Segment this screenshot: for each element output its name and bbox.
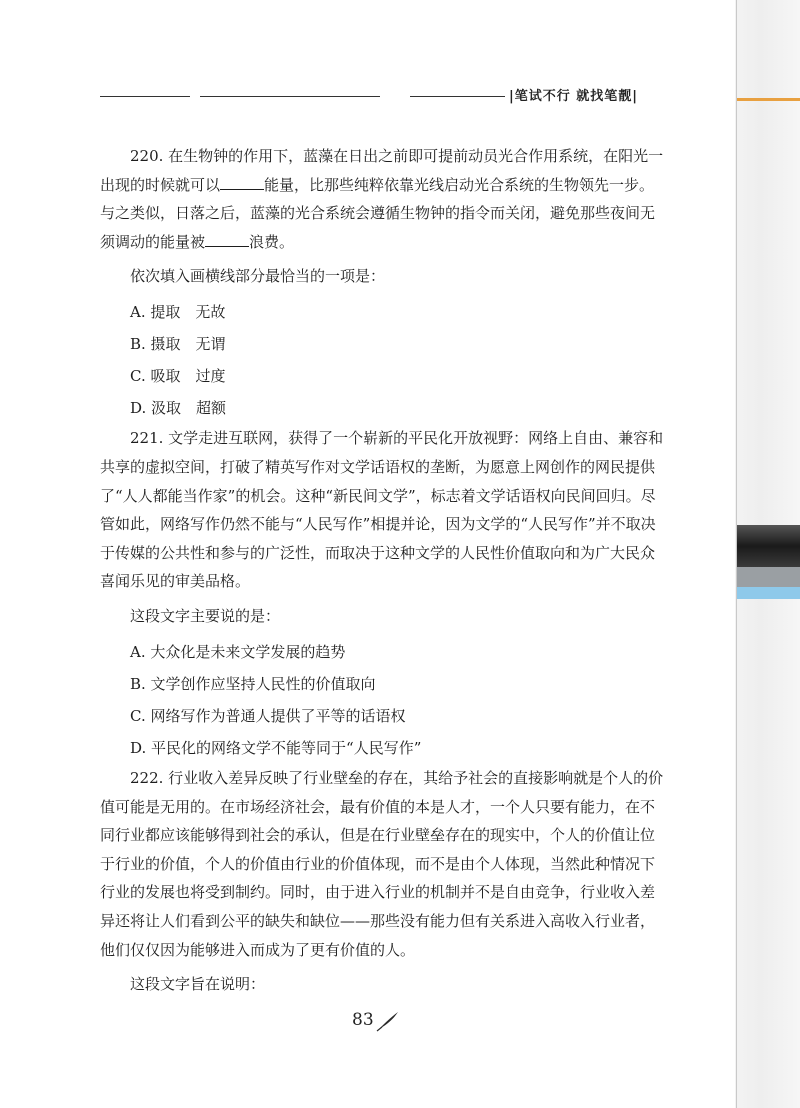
option-d: D. 汲取 超额 [130, 399, 227, 418]
page-content [100, 142, 665, 1004]
option-a: A. 提取 无故 [130, 303, 226, 322]
header-rule [100, 96, 190, 97]
gutter-tab-dark [737, 525, 800, 567]
quill-icon [376, 1010, 400, 1032]
question-text [100, 142, 665, 256]
header-rule [200, 96, 380, 97]
question-stem: 这段文字主要说的是： [130, 606, 281, 625]
option-b: B. 文学创作应坚持人民性的价值取向 [130, 674, 376, 693]
option-d: D. 平民化的网络文学不能等同于“人民写作” [130, 738, 422, 757]
question-220 [100, 142, 665, 424]
question-222 [100, 764, 665, 1000]
gutter-tab-blue [737, 587, 800, 599]
question-221 [100, 424, 665, 764]
gutter-tab-gray [737, 567, 800, 587]
header-title: 笔试不行 就找笔靓 [514, 89, 633, 104]
question-text: 221. 文学走进互联网，获得了一个崭新的平民化开放视野：网络上自由、兼容和共享的虚拟空间，打破了精英写作对文学话语权的垄断，为愿意上网创作的网民提供了“人人都能当作家”的机会。这种“新民间文学”，标志着文学话语权向民间回归。尽管如此，网络写作仍然不能与“人民写作”相提并论，因为文学的“人民写作”并不取决于传媒的公共性和参与的广泛性，而取决于这种文学的人民性价值取向和为广大民众喜闻乐见的审美品格。 [100, 429, 664, 591]
option-a: A. 大众化是未来文学发展的趋势 [130, 642, 346, 661]
question-text-part: 浪费。 [249, 232, 295, 251]
header-rule [410, 96, 505, 97]
question-text-part: 能量，比那些纯粹依靠光线启动光合系统的生物领先一步。与之类似，日落之后，蓝藻的光合系统会遵循生物钟的指令而关闭，避免那些夜间无须调动的能量被 [100, 175, 656, 251]
fill-blank [205, 232, 249, 247]
question-text-part: 220. 在生物钟的作用下，蓝藻在日出之前即可提前动员光合作用系统，在阳光一出现的时候就可以 [100, 147, 664, 194]
option-c: C. 吸取 过度 [130, 367, 226, 386]
question-stem: 依次填入画横线部分最恰当的一项是： [130, 267, 386, 286]
option-b: B. 摄取 无谓 [130, 335, 226, 354]
page-number: 83 [352, 1010, 374, 1030]
question-text: 222. 行业收入差异反映了行业壁垒的存在，其给予社会的直接影响就是个人的价值可能是无用的。在市场经济社会，最有价值的本是人才，一个人只要有能力，在不同行业都应该能够得到社会的承认，但是在行业壁垒存在的现实中，个人的价值让位于行业的价值，个人的价值由行业的价值体现，而不是由个人体现，当然此种情况下行业的发展也将受到制约。同时，由于进入行业的机制并不是自由竞争，行业收入差异还将让人们看到公平的缺失和缺位——那些没有能力但有关系进入高收入行业者，他们仅仅因为能够进入而成为了更有价值的人。 [100, 768, 664, 959]
fill-blank [220, 175, 264, 190]
option-c: C. 网络写作为普通人提供了平等的话语权 [130, 706, 406, 725]
gutter-accent-stripe [737, 98, 800, 101]
running-header: |笔试不行 就找笔靓| [509, 89, 639, 104]
question-stem: 这段文字旨在说明： [130, 975, 266, 994]
